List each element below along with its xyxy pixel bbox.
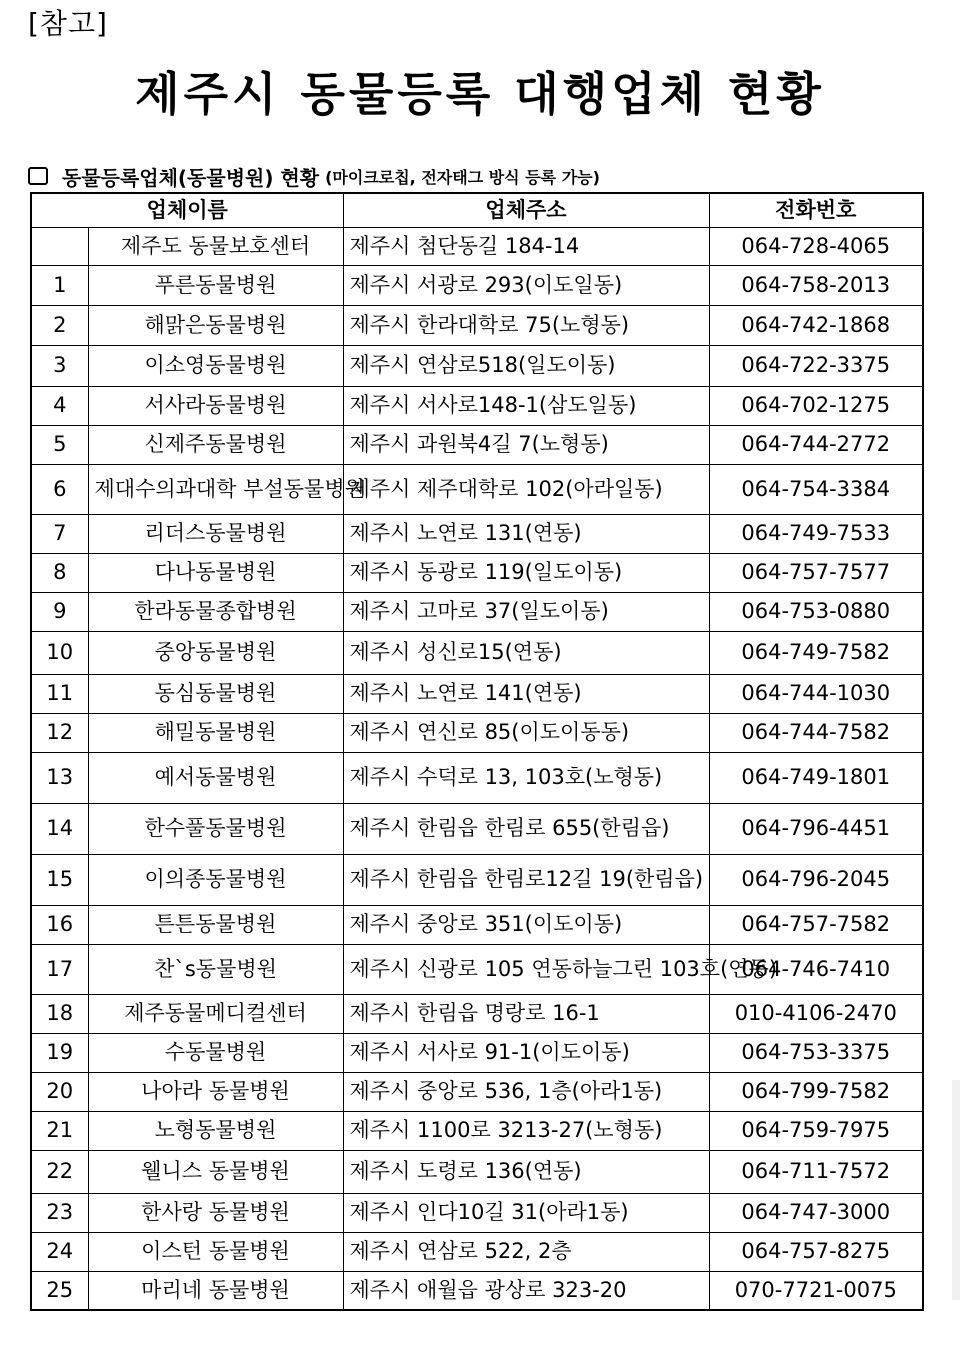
clinic-phone: 064-744-1030 (709, 674, 923, 713)
row-number: 23 (31, 1193, 88, 1232)
clinic-name: 찬`s동물병원 (88, 944, 343, 994)
row-number: 12 (31, 713, 88, 752)
row-number: 20 (31, 1072, 88, 1111)
clinic-name: 나아라 동물병원 (88, 1072, 343, 1111)
clinic-phone: 064-711-7572 (709, 1150, 923, 1193)
clinic-phone: 064-744-2772 (709, 425, 923, 464)
clinic-address: 제주시 수덕로 13, 103호(노형동) (343, 752, 709, 803)
clinic-address: 제주시 애월읍 광상로 323-20 (343, 1271, 709, 1310)
clinic-address: 제주시 제주대학로 102(아라일동) (343, 464, 709, 514)
row-number: 9 (31, 592, 88, 631)
clinic-phone: 010-4106-2470 (709, 994, 923, 1033)
clinic-name: 이의종동물병원 (88, 854, 343, 905)
clinic-name: 푸른동물병원 (88, 265, 343, 305)
row-number: 17 (31, 944, 88, 994)
table-row (31, 944, 923, 994)
clinic-phone: 064-757-7582 (709, 905, 923, 944)
table-row (31, 514, 923, 553)
clinic-address: 제주시 도령로 136(연동) (343, 1150, 709, 1193)
row-number (31, 227, 88, 265)
row-number: 16 (31, 905, 88, 944)
table-row (31, 1072, 923, 1111)
row-number: 22 (31, 1150, 88, 1193)
table-row (31, 1271, 923, 1310)
clinic-table (30, 192, 924, 1311)
clinic-name: 한라동물종합병원 (88, 592, 343, 631)
row-number: 8 (31, 553, 88, 592)
row-number: 13 (31, 752, 88, 803)
table-row (31, 1150, 923, 1193)
clinic-phone: 064-796-2045 (709, 854, 923, 905)
row-number: 19 (31, 1033, 88, 1072)
table-row (31, 265, 923, 305)
clinic-phone: 064-746-7410 (709, 944, 923, 994)
table-row (31, 674, 923, 713)
reference-label: [참고] (28, 7, 108, 40)
clinic-phone: 064-744-7582 (709, 713, 923, 752)
column-header-phone: 전화번호 (709, 193, 923, 227)
row-number: 7 (31, 514, 88, 553)
clinic-phone: 070-7721-0075 (709, 1271, 923, 1310)
clinic-address: 제주시 연삼로518(일도이동) (343, 345, 709, 386)
row-number: 3 (31, 345, 88, 386)
row-number: 14 (31, 803, 88, 854)
table-row (31, 803, 923, 854)
clinic-address: 제주시 과원북4길 7(노형동) (343, 425, 709, 464)
page-edge-shadow (952, 1080, 960, 1300)
clinic-name: 이스턴 동물병원 (88, 1232, 343, 1271)
clinic-name: 예서동물병원 (88, 752, 343, 803)
row-number: 4 (31, 386, 88, 425)
table-row (31, 994, 923, 1033)
section-note: (마이크로칩, 전자태그 방식 등록 가능) (325, 167, 600, 187)
row-number: 21 (31, 1111, 88, 1150)
clinic-address: 제주시 신광로 105 연동하늘그린 103호(연동) (343, 944, 709, 994)
row-number: 18 (31, 994, 88, 1033)
column-header-name: 업체이름 (31, 193, 343, 227)
table-row (31, 227, 923, 265)
table-row (31, 1111, 923, 1150)
clinic-address: 제주시 중앙로 351(이도이동) (343, 905, 709, 944)
table-row (31, 425, 923, 464)
row-number: 1 (31, 265, 88, 305)
clinic-address: 제주시 연신로 85(이도이동동) (343, 713, 709, 752)
clinic-name: 수동물병원 (88, 1033, 343, 1072)
clinic-phone: 064-757-8275 (709, 1232, 923, 1271)
clinic-phone: 064-759-7975 (709, 1111, 923, 1150)
clinic-address: 제주시 한라대학로 75(노형동) (343, 305, 709, 345)
clinic-name: 웰니스 동물병원 (88, 1150, 343, 1193)
clinic-address: 제주시 고마로 37(일도이동) (343, 592, 709, 631)
clinic-name: 신제주동물병원 (88, 425, 343, 464)
table-row (31, 386, 923, 425)
clinic-phone: 064-758-2013 (709, 265, 923, 305)
clinic-address: 제주시 성신로15(연동) (343, 631, 709, 674)
clinic-name: 한수풀동물병원 (88, 803, 343, 854)
section-heading (28, 163, 600, 189)
table-row (31, 905, 923, 944)
clinic-address: 제주시 서사로 91-1(이도이동) (343, 1033, 709, 1072)
clinic-address: 제주시 서광로 293(이도일동) (343, 265, 709, 305)
table-row (31, 305, 923, 345)
clinic-phone: 064-749-7582 (709, 631, 923, 674)
clinic-name: 동심동물병원 (88, 674, 343, 713)
row-number: 2 (31, 305, 88, 345)
row-number: 6 (31, 464, 88, 514)
clinic-name: 제주도 동물보호센터 (88, 227, 343, 265)
clinic-address: 제주시 1100로 3213-27(노형동) (343, 1111, 709, 1150)
clinic-address: 제주시 노연로 141(연동) (343, 674, 709, 713)
clinic-address: 제주시 한림읍 한림로12길 19(한림읍) (343, 854, 709, 905)
clinic-name: 튼튼동물병원 (88, 905, 343, 944)
clinic-name: 노형동물병원 (88, 1111, 343, 1150)
table-row (31, 1232, 923, 1271)
row-number: 25 (31, 1271, 88, 1310)
clinic-phone: 064-728-4065 (709, 227, 923, 265)
table-header-row (31, 193, 923, 227)
clinic-phone: 064-742-1868 (709, 305, 923, 345)
clinic-address: 제주시 노연로 131(연동) (343, 514, 709, 553)
clinic-name: 해맑은동물병원 (88, 305, 343, 345)
clinic-phone: 064-749-1801 (709, 752, 923, 803)
clinic-name: 중앙동물병원 (88, 631, 343, 674)
clinic-phone: 064-754-3384 (709, 464, 923, 514)
clinic-phone: 064-747-3000 (709, 1193, 923, 1232)
table-row (31, 631, 923, 674)
row-number: 15 (31, 854, 88, 905)
clinic-name: 리더스동물병원 (88, 514, 343, 553)
clinic-address: 제주시 동광로 119(일도이동) (343, 553, 709, 592)
table-row (31, 464, 923, 514)
clinic-phone: 064-799-7582 (709, 1072, 923, 1111)
clinic-phone: 064-702-1275 (709, 386, 923, 425)
table-row (31, 592, 923, 631)
row-number: 10 (31, 631, 88, 674)
clinic-address: 제주시 서사로148-1(삼도일동) (343, 386, 709, 425)
clinic-name: 서사라동물병원 (88, 386, 343, 425)
table-row (31, 713, 923, 752)
row-number: 24 (31, 1232, 88, 1271)
page-title: 제주시 동물등록 대행업체 현황 (135, 67, 825, 121)
table-row (31, 752, 923, 803)
clinic-name: 제대수의과대학 부설동물병원 (88, 464, 343, 514)
clinic-address: 제주시 첨단동길 184-14 (343, 227, 709, 265)
clinic-name: 제주동물메디컬센터 (88, 994, 343, 1033)
clinic-address: 제주시 한림읍 명랑로 16-1 (343, 994, 709, 1033)
clinic-phone: 064-757-7577 (709, 553, 923, 592)
clinic-address: 제주시 한림읍 한림로 655(한림읍) (343, 803, 709, 854)
clinic-name: 다나동물병원 (88, 553, 343, 592)
clinic-address: 제주시 연삼로 522, 2층 (343, 1232, 709, 1271)
table-row (31, 345, 923, 386)
section-title: 동물등록업체(동물병원) 현황 (62, 165, 320, 190)
clinic-phone: 064-753-0880 (709, 592, 923, 631)
table-row (31, 553, 923, 592)
clinic-name: 해밀동물병원 (88, 713, 343, 752)
clinic-phone: 064-796-4451 (709, 803, 923, 854)
row-number: 5 (31, 425, 88, 464)
checkbox-icon (28, 167, 48, 185)
clinic-name: 마리네 동물병원 (88, 1271, 343, 1310)
clinic-name: 이소영동물병원 (88, 345, 343, 386)
clinic-address: 제주시 인다10길 31(아라1동) (343, 1193, 709, 1232)
clinic-phone: 064-722-3375 (709, 345, 923, 386)
clinic-address: 제주시 중앙로 536, 1층(아라1동) (343, 1072, 709, 1111)
column-header-address: 업체주소 (343, 193, 709, 227)
clinic-phone: 064-749-7533 (709, 514, 923, 553)
table-row (31, 854, 923, 905)
table-row (31, 1193, 923, 1232)
table-row (31, 1033, 923, 1072)
row-number: 11 (31, 674, 88, 713)
clinic-name: 한사랑 동물병원 (88, 1193, 343, 1232)
clinic-phone: 064-753-3375 (709, 1033, 923, 1072)
